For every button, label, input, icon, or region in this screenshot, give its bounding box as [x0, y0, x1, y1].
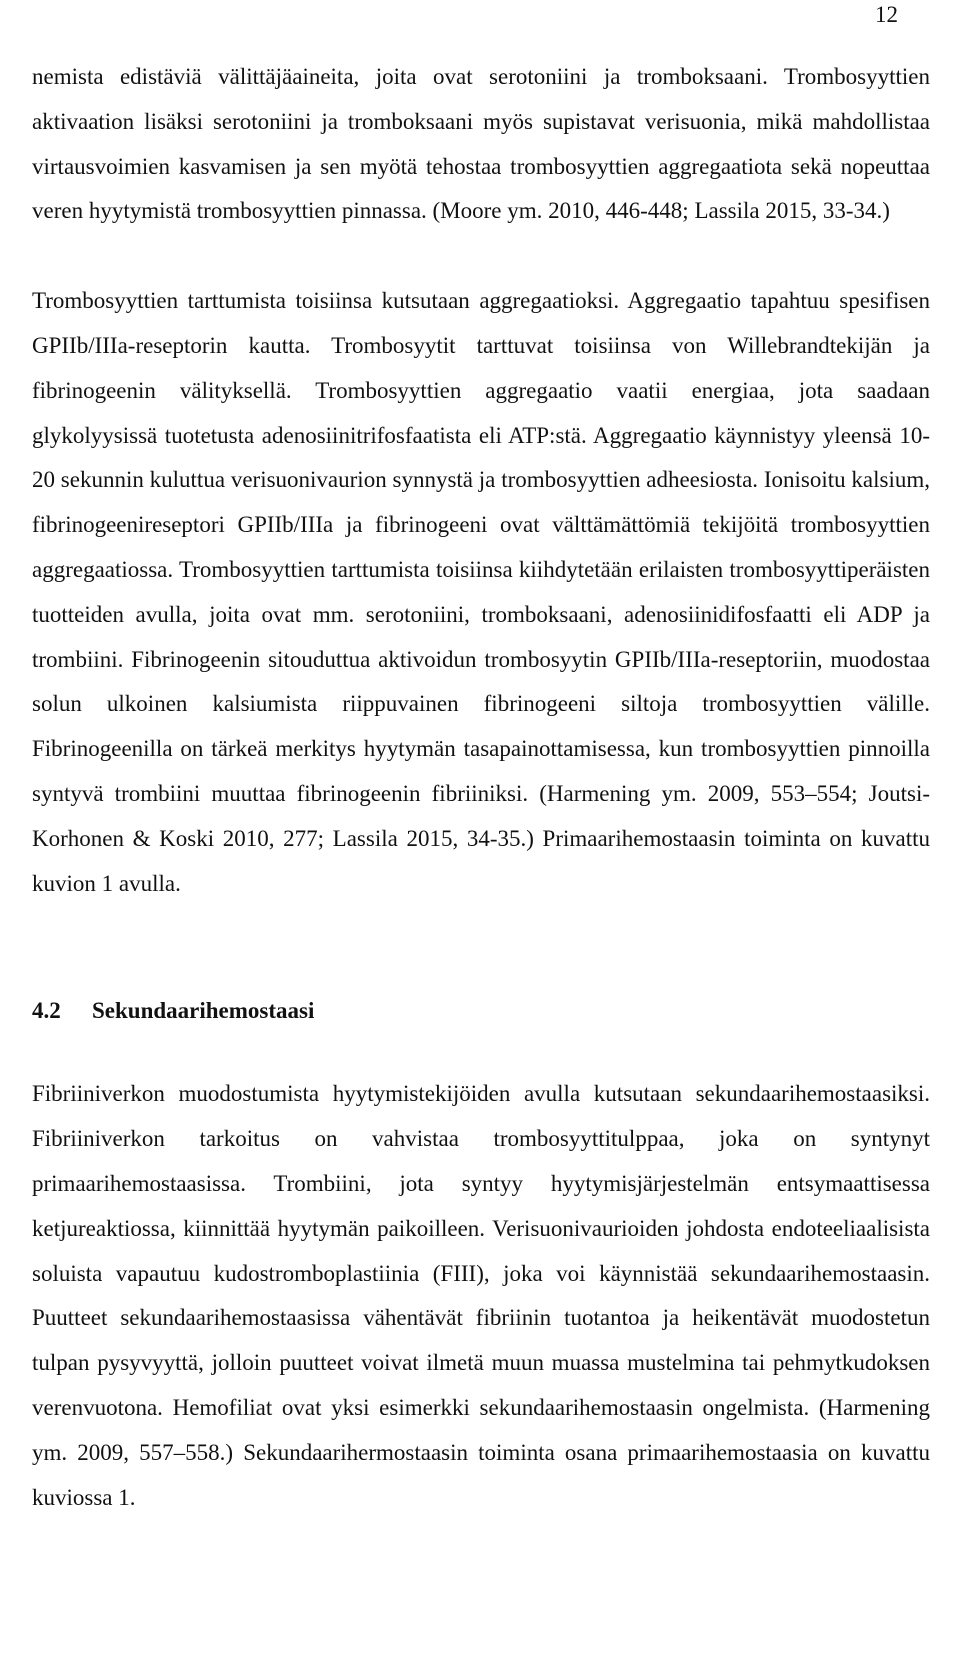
section-number: 4.2: [32, 998, 61, 1024]
paragraph-platelet-aggregation: Trombosyyttien tarttumista toisiinsa kutsutaan aggregaatioksi. Aggregaatio tapahtuu spesifisen GPIIb/IIIa-reseptorin kautta. Trombosyytit tarttuvat toisiinsa von Willebrandtekijän ja fibrinogeenin välityksellä. Trombosyyttien aggregaatio vaatii energiaa, jota saadaan glykolyysissä tuotetusta adenosiinitrifosfaatista eli ATP:stä. Aggregaatio käynnistyy yleensä 10-20 sekunnin kuluttua verisuonivaurion synnystä ja trombosyyttien adheesiosta. Ionisoitu kalsium, fibrinogeenireseptori GPIIb/IIIa ja fibrinogeeni ovat välttämättömiä tekijöitä trombosyyttien aggregaatiossa. Trombosyyttien tarttumista toisiinsa kiihdytetään erilaisten trombosyyttiperäisten tuotteiden avulla, joita ovat mm. serotoniini, tromboksaani, adenosiinidifosfaatti eli ADP ja trombiini. Fibrinogeenin sitouduttua aktivoidun trombosyytin GPIIb/IIIa-reseptoriin, muodostaa solun ulkoinen kalsiumista riippuvainen fibrinogeeni siltoja trombosyyttien välille. Fibrinogeenilla on tärkeä merkitys hyytymän tasapainottamisessa, kun trombosyyttien pinnoilla syntyvä trombiini muuttaa fibrinogeenin fibriiniksi. (Harmening ym. 2009, 553–554; Joutsi-Korhonen & Koski 2010, 277; Lassila 2015, 34-35.) Primaarihemostaasin toiminta on kuvattu kuvion 1 avulla.: [32, 288, 930, 896]
page-number: 12: [875, 2, 898, 27]
section-heading: [32, 996, 930, 1026]
document-body: [32, 55, 930, 1520]
paragraph-platelet-activation: nemista edistäviä välittäjäaineita, joita ovat serotoniini ja tromboksaani. Trombosyyttien aktivaation lisäksi serotoniini ja tromboksaani myös supistavat verisuonia, mikä mahdollistaa virtausvoimien kasvamisen ja sen myötä tehostaa trombosyyttien aggregaatiota sekä nopeuttaa veren hyytymistä trombosyyttien pinnassa. (Moore ym. 2010, 446-448; Lassila 2015, 33-34.): [32, 64, 930, 224]
section-title: Sekundaarihemostaasi: [92, 998, 315, 1024]
paragraph-secondary-hemostasis: Fibriiniverkon muodostumista hyytymistekijöiden avulla kutsutaan sekundaarihemostaasiksi. Fibriiniverkon tarkoitus on vahvistaa trombosyyttitulppaa, joka on syntynyt primaarihemostaasissa. Trombiini, jota syntyy hyytymisjärjestelmän entsymaattisessa ketjureaktiossa, kiinnittää hyytymän paikoilleen. Verisuonivaurioiden johdosta endoteeliaalisista soluista vapautuu kudostromboplastiinia (FIII), joka voi käynnistää sekundaarihemostaasin. Puutteet sekundaarihemostaasissa vähentävät fibriinin tuotantoa ja heikentävät muodostetun tulpan pysyvyyttä, jolloin puutteet voivat ilmetä muun muassa mustelmina tai pehmytkudoksen verenvuotona. Hemofiliat ovat yksi esimerkki sekundaarihemostaasin ongelmista. (Harmening ym. 2009, 557–558.) Sekundaarihermostaasin toiminta osana primaarihemostaasia on kuvattu kuviossa 1.: [32, 1081, 930, 1510]
